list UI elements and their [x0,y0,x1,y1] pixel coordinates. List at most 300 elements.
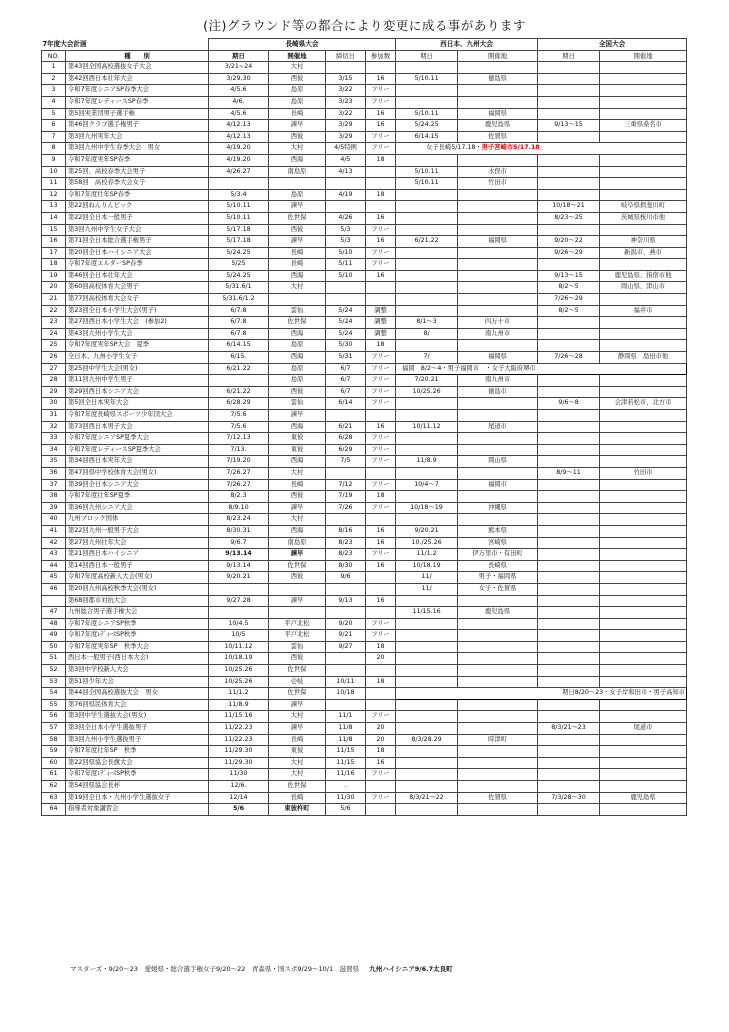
cell-n: フリー [366,398,396,410]
cell-n: 18 [366,154,396,166]
cell-venue: 佐世保 [269,688,326,700]
cell-wd [396,62,458,74]
cell-no: 61 [42,769,66,781]
cell-wd: 5/10.11 [396,73,458,85]
cell-n: フリー [366,792,396,804]
cell-date: 9/20.21 [209,572,269,584]
table-row [42,282,687,294]
cell-wd [396,270,458,282]
cell-dl: 6/7 [326,386,366,398]
cell-n [366,688,396,700]
cell-nd: 8/2～5 [538,282,600,294]
cell-wv: 熊本県 [458,525,538,537]
cell-name: 令和7年度ﾚﾃﾞｨｰｽSP秋季 [66,769,209,781]
cell-no: 45 [42,572,66,584]
cell-venue: 諫早 [269,120,326,132]
cell-date [209,583,269,595]
cell-no: 10 [42,166,66,178]
cell-venue [269,583,326,595]
table-row [42,73,687,85]
cell-n [366,467,396,479]
cell-venue: 大村 [269,711,326,723]
cell-dl: 9/13 [326,595,366,607]
cell-wd [396,467,458,479]
table-row [42,212,687,224]
cell-name: 第3回中学校新人大会 [66,665,209,677]
cell-venue: 西彼 [269,224,326,236]
cell-nv: 尾道市 [600,723,687,735]
cell-wv: 女子・佐賀県 [458,583,538,595]
cell-nv [600,804,687,816]
col-deadline: 締切日 [326,50,366,62]
cell-venue: 佐世保 [269,317,326,329]
cell-wv: 南九州市 [458,375,538,387]
cell-name: 九州ブロック国体 [66,514,209,526]
col-nat-period: 期日 [538,50,600,62]
cell-no: 4 [42,96,66,108]
table-row [42,699,687,711]
cell-wv: 尾道市 [458,421,538,433]
cell-date: 10/11.12 [209,641,269,653]
cell-nd [538,96,600,108]
cell-date: 5/17.18 [209,224,269,236]
cell-date: 5/31.6/1.2 [209,294,269,306]
notice-text: (注)グラウンド等の都合により変更に成る事があります [203,18,526,33]
cell-n: 16 [366,525,396,537]
cell-wv: 四万十市 [458,317,538,329]
cell-name: 令和7年度シニアSP夏季大会 [66,433,209,445]
cell-nd: 8/3/21～23 [538,723,600,735]
cell-nv [600,641,687,653]
cell-venue: 大村 [269,282,326,294]
cell-wd [396,618,458,630]
cell-n: 16 [366,73,396,85]
cell-venue: 雲仙 [269,305,326,317]
cell-date [209,375,269,387]
cell-wv: 福岡県 [458,236,538,248]
cell-name: 第11回九州中学生男子 [66,375,209,387]
cell-wd: 11/1.2 [396,549,458,561]
cell-nv [600,166,687,178]
cell-n: フリー [366,85,396,97]
cell-venue: 東彼 [269,746,326,758]
cell-venue: 長崎 [269,792,326,804]
cell-venue: 南島原 [269,537,326,549]
cell-dl [326,514,366,526]
cell-wv [458,410,538,422]
cell-wd: 5/10.11 [396,108,458,120]
cell-no: 27 [42,363,66,375]
cell-nv: 鹿児島県、指宿市他 [600,270,687,282]
cell-wd [396,699,458,711]
footer-bold: 九州ハイシニア9/6.7太良町 [369,965,453,973]
cell-no: 30 [42,398,66,410]
cell-n [366,804,396,816]
cell-wd [396,305,458,317]
cell-nv [600,386,687,398]
cell-nd [538,259,600,271]
cell-nv [600,769,687,781]
table-row [42,108,687,120]
cell-name: 第3回全日本小学生選抜男子 [66,723,209,735]
cell-nv [600,410,687,422]
cell-venue: 西彼 [269,653,326,665]
table-row [42,340,687,352]
cell-nv [600,653,687,665]
cell-n: フリー [366,96,396,108]
cell-wv [458,340,538,352]
cell-wd: 5/10.11 [396,166,458,178]
cell-dl: 11/16 [326,769,366,781]
cell-name: 第58回 高校春季大会女子 [66,178,209,190]
cell-dl: 9/6 [326,572,366,584]
cell-wd [396,410,458,422]
cell-name: 第47回県中学校体育大会(男女) [66,467,209,479]
cell-nv: 会津若松市、北方市 [600,398,687,410]
cell-n: フリー [366,618,396,630]
cell-nd [538,433,600,445]
cell-dl: 11/15 [326,746,366,758]
cell-n [366,410,396,422]
table-row [42,572,687,584]
table-row [42,630,687,642]
cell-n: 16 [366,270,396,282]
cell-wv: 福岡県 [458,108,538,120]
cell-name: 第22回ねんりんピック [66,201,209,213]
cell-n [366,514,396,526]
cell-date: 4/19.20 [209,154,269,166]
cell-wd: 10/18.19 [396,560,458,572]
cell-date: 12/6. [209,781,269,793]
cell-n: フリー [366,502,396,514]
cell-nd [538,665,600,677]
cell-wv [458,247,538,259]
table-row [42,120,687,132]
cell-wd [396,514,458,526]
cell-date: 7/19.20 [209,456,269,468]
cell-venue: 佐世保 [269,212,326,224]
cell-venue: 東彼杵町 [269,804,326,816]
cell-name: 第68回郡市対抗大会 [66,595,209,607]
cell-no: 26 [42,352,66,364]
cell-nd [538,653,600,665]
cell-date: 11/29.30 [209,746,269,758]
cell-wv [458,653,538,665]
cell-n: 18 [366,491,396,503]
table-row [42,467,687,479]
cell-wv [458,96,538,108]
table-row [42,317,687,329]
cell-n: 20 [366,653,396,665]
cell-dl: 4/19 [326,189,366,201]
cell-no: 7 [42,131,66,143]
cell-dl: 11/15 [326,757,366,769]
cell-no: 56 [42,711,66,723]
cell-dl: 7/12 [326,479,366,491]
cell-no: 58 [42,734,66,746]
cell-no: 48 [42,618,66,630]
cell-wd [396,294,458,306]
cell-nv [600,421,687,433]
cell-no: 15 [42,224,66,236]
cell-venue: 東彼 [269,444,326,456]
cell-n: 16 [366,421,396,433]
cell-venue: 長崎 [269,247,326,259]
cell-name: 令和7年度シニアSP春季大会 [66,85,209,97]
cell-dl: 3/22 [326,108,366,120]
cell-wd: 11/ [396,572,458,584]
cell-nd: 8/9～11 [538,467,600,479]
cell-wv [458,85,538,97]
cell-wv: 佐賀県 [458,792,538,804]
table-row [42,294,687,306]
table-row [42,398,687,410]
cell-date: 5/3.4 [209,189,269,201]
cell-nv [600,456,687,468]
cell-wv [458,757,538,769]
cell-n: フリー [366,433,396,445]
cell-nd [538,630,600,642]
col-period: 期日 [209,50,269,62]
cell-nd [538,491,600,503]
cell-wv: 時津町 [458,734,538,746]
cell-n: 18 [366,641,396,653]
cell-n: フリー [366,630,396,642]
cell-wv [458,154,538,166]
cell-nd [538,224,600,236]
cell-nd [538,757,600,769]
cell-date: 7/26.27 [209,467,269,479]
cell-date: 5/6 [209,804,269,816]
cell-name: 第22回九州一般男子大会 [66,525,209,537]
cell-nd: 7/3/28～30 [538,792,600,804]
cell-date: 6/7.8 [209,328,269,340]
cell-nd: 8/23～25 [538,212,600,224]
cell-venue: 平戸北松 [269,630,326,642]
cell-dl [326,665,366,677]
cell-wv: 宮崎県 [458,537,538,549]
table-row [42,583,687,595]
cell-nv: 福井市 [600,305,687,317]
cell-dl: 3/29 [326,120,366,132]
cell-dl: 7/5 [326,456,366,468]
table-row [42,305,687,317]
cell-n: フリー [366,444,396,456]
cell-nv [600,131,687,143]
cell-nd [538,421,600,433]
cell-venue: 諫早 [269,699,326,711]
table-row [42,85,687,97]
cell-venue [269,178,326,190]
cell-venue: 南島原 [269,166,326,178]
cell-dl: 5/3 [326,224,366,236]
cell-dl: 6/14 [326,398,366,410]
cell-nv [600,491,687,503]
cell-date: 6/28.29 [209,398,269,410]
cell-name: 第3回中学生選抜大会(男女) [66,711,209,723]
cell-date: 4/5.6 [209,108,269,120]
cell-venue [269,294,326,306]
cell-nd [538,781,600,793]
cell-nv [600,294,687,306]
cell-no: 13 [42,201,66,213]
cell-nv: 鹿児島県 [600,792,687,804]
cell-wd: 10/25.26 [396,386,458,398]
cell-venue: 諫早 [269,410,326,422]
cell-wv: 徳島市 [458,386,538,398]
schedule-rows [42,62,687,816]
cell-dl: 9/20 [326,618,366,630]
cell-venue: 西海 [269,154,326,166]
cell-date: 4/12.13 [209,131,269,143]
table-row [42,166,687,178]
cell-no: 34 [42,444,66,456]
cell-dl: . [326,781,366,793]
cell-nd [538,410,600,422]
cell-wd [396,85,458,97]
cell-dl: 4/5 [326,154,366,166]
cell-name: 令和7年度実年SP大会 夏季 [66,340,209,352]
cell-wv: 福岡県 [458,352,538,364]
table-row [42,757,687,769]
cell-wv [458,189,538,201]
cell-venue: 長崎 [269,479,326,491]
cell-no: 39 [42,502,66,514]
cell-wv: 徳島県 [458,73,538,85]
cell-dl: 5/11 [326,259,366,271]
cell-n [366,178,396,190]
cell-wd: 10/11.12 [396,421,458,433]
cell-nd [538,514,600,526]
cell-no: 31 [42,410,66,422]
table-row [42,607,687,619]
cell-date: 4/26.27 [209,166,269,178]
cell-venue: 島原 [269,340,326,352]
cell-name: 第71回全日本総合選手権男子 [66,236,209,248]
cell-venue: 諫早 [269,502,326,514]
cell-n: 18 [366,189,396,201]
national-header: 全国大会 [538,39,687,51]
cell-name: 第77回高校体育大会女子 [66,294,209,306]
cell-wd: 8/3/21～22 [396,792,458,804]
cell-nd [538,62,600,74]
cell-dl [326,467,366,479]
cell-wd: 10/18～19 [396,502,458,514]
cell-wd: 7/20.21 [396,375,458,387]
cell-wv: 鹿児島県 [458,120,538,132]
cell-wv [458,769,538,781]
cell-name: 令和7年度レディースSP夏季大会 [66,444,209,456]
cell-name: 第3回九州小学生選抜男子 [66,734,209,746]
cell-dl: 4/26 [326,212,366,224]
cell-date: 5/25 [209,259,269,271]
cell-venue: 島原 [269,375,326,387]
cell-name: 第42回西日本壮年大会 [66,73,209,85]
cell-wd: 9/20.21 [396,525,458,537]
cell-nv: 神奈川県 [600,236,687,248]
cell-wd [396,491,458,503]
cell-name: 第46回全日本壮年大会 [66,270,209,282]
cell-n: フリー [366,456,396,468]
cell-nv: 茨城県桜川市他 [600,212,687,224]
cell-venue: 佐世保 [269,560,326,572]
table-row [42,676,687,688]
cell-nv [600,73,687,85]
cell-dl: 5/24 [326,305,366,317]
cell-nd [538,340,600,352]
cell-dl: 6/29 [326,444,366,456]
cell-venue: 西海 [269,328,326,340]
cell-nv [600,375,687,387]
cell-dl: 8/23 [326,549,366,561]
cell-venue: 長崎 [269,259,326,271]
cell-nd [538,525,600,537]
cell-name: 第20回全日本ハイシニア大会 [66,247,209,259]
table-row [42,433,687,445]
table-row [42,259,687,271]
cell-nd [538,583,600,595]
cell-n: フリー [366,375,396,387]
cell-n: フリー [366,143,396,155]
cell-nd [538,618,600,630]
table-row [42,514,687,526]
cell-venue: 島原 [269,96,326,108]
cell-date: 9/27.28 [209,595,269,607]
cell-dl: 11/8 [326,723,366,735]
cell-dl [326,201,366,213]
cell-no: 9 [42,154,66,166]
cell-name: 第3回九州中学生春季大会 男女 [66,143,209,155]
cell-wd [396,746,458,758]
cell-no: 22 [42,305,66,317]
cell-wv [458,433,538,445]
cell-date: 10/5 [209,630,269,642]
cell-venue: 西海 [269,270,326,282]
cell-wd [396,595,458,607]
cell-n [366,166,396,178]
cell-no: 21 [42,294,66,306]
cell-nv [600,525,687,537]
cell-nv [600,757,687,769]
cell-nv [600,734,687,746]
cell-nd [538,676,600,688]
table-row [42,804,687,816]
cell-nv [600,595,687,607]
cell-name: 第44回全国高校選抜大会 男女 [66,688,209,700]
cell-no: 32 [42,421,66,433]
cell-no: 16 [42,236,66,248]
cell-name: 第19回全日本・九州小学生選抜女子 [66,792,209,804]
cell-wv [458,723,538,735]
cell-name: 第46回クラブ選手権男子 [66,120,209,132]
cell-date: 6/15. [209,352,269,364]
cell-nd [538,572,600,584]
cell-wv [458,781,538,793]
col-venue: 開催地 [269,50,326,62]
cell-no: 53 [42,676,66,688]
cell-name: 令和7年度壮年SP夏季 [66,491,209,503]
cell-no: 25 [42,340,66,352]
cell-name: 第25回、高校春季大会男子 [66,166,209,178]
cell-date: 9/13.14 [209,560,269,572]
cell-wd: 10/4～7 [396,479,458,491]
cell-wd: 11/ [396,583,458,595]
cell-dl: 6/21 [326,421,366,433]
cell-name: 令和7年度実年SP春季 [66,154,209,166]
cell-no: 63 [42,792,66,804]
cell-dl: 10/18 [326,688,366,700]
cell-name: 全日本、九州小学生女子 [66,352,209,364]
